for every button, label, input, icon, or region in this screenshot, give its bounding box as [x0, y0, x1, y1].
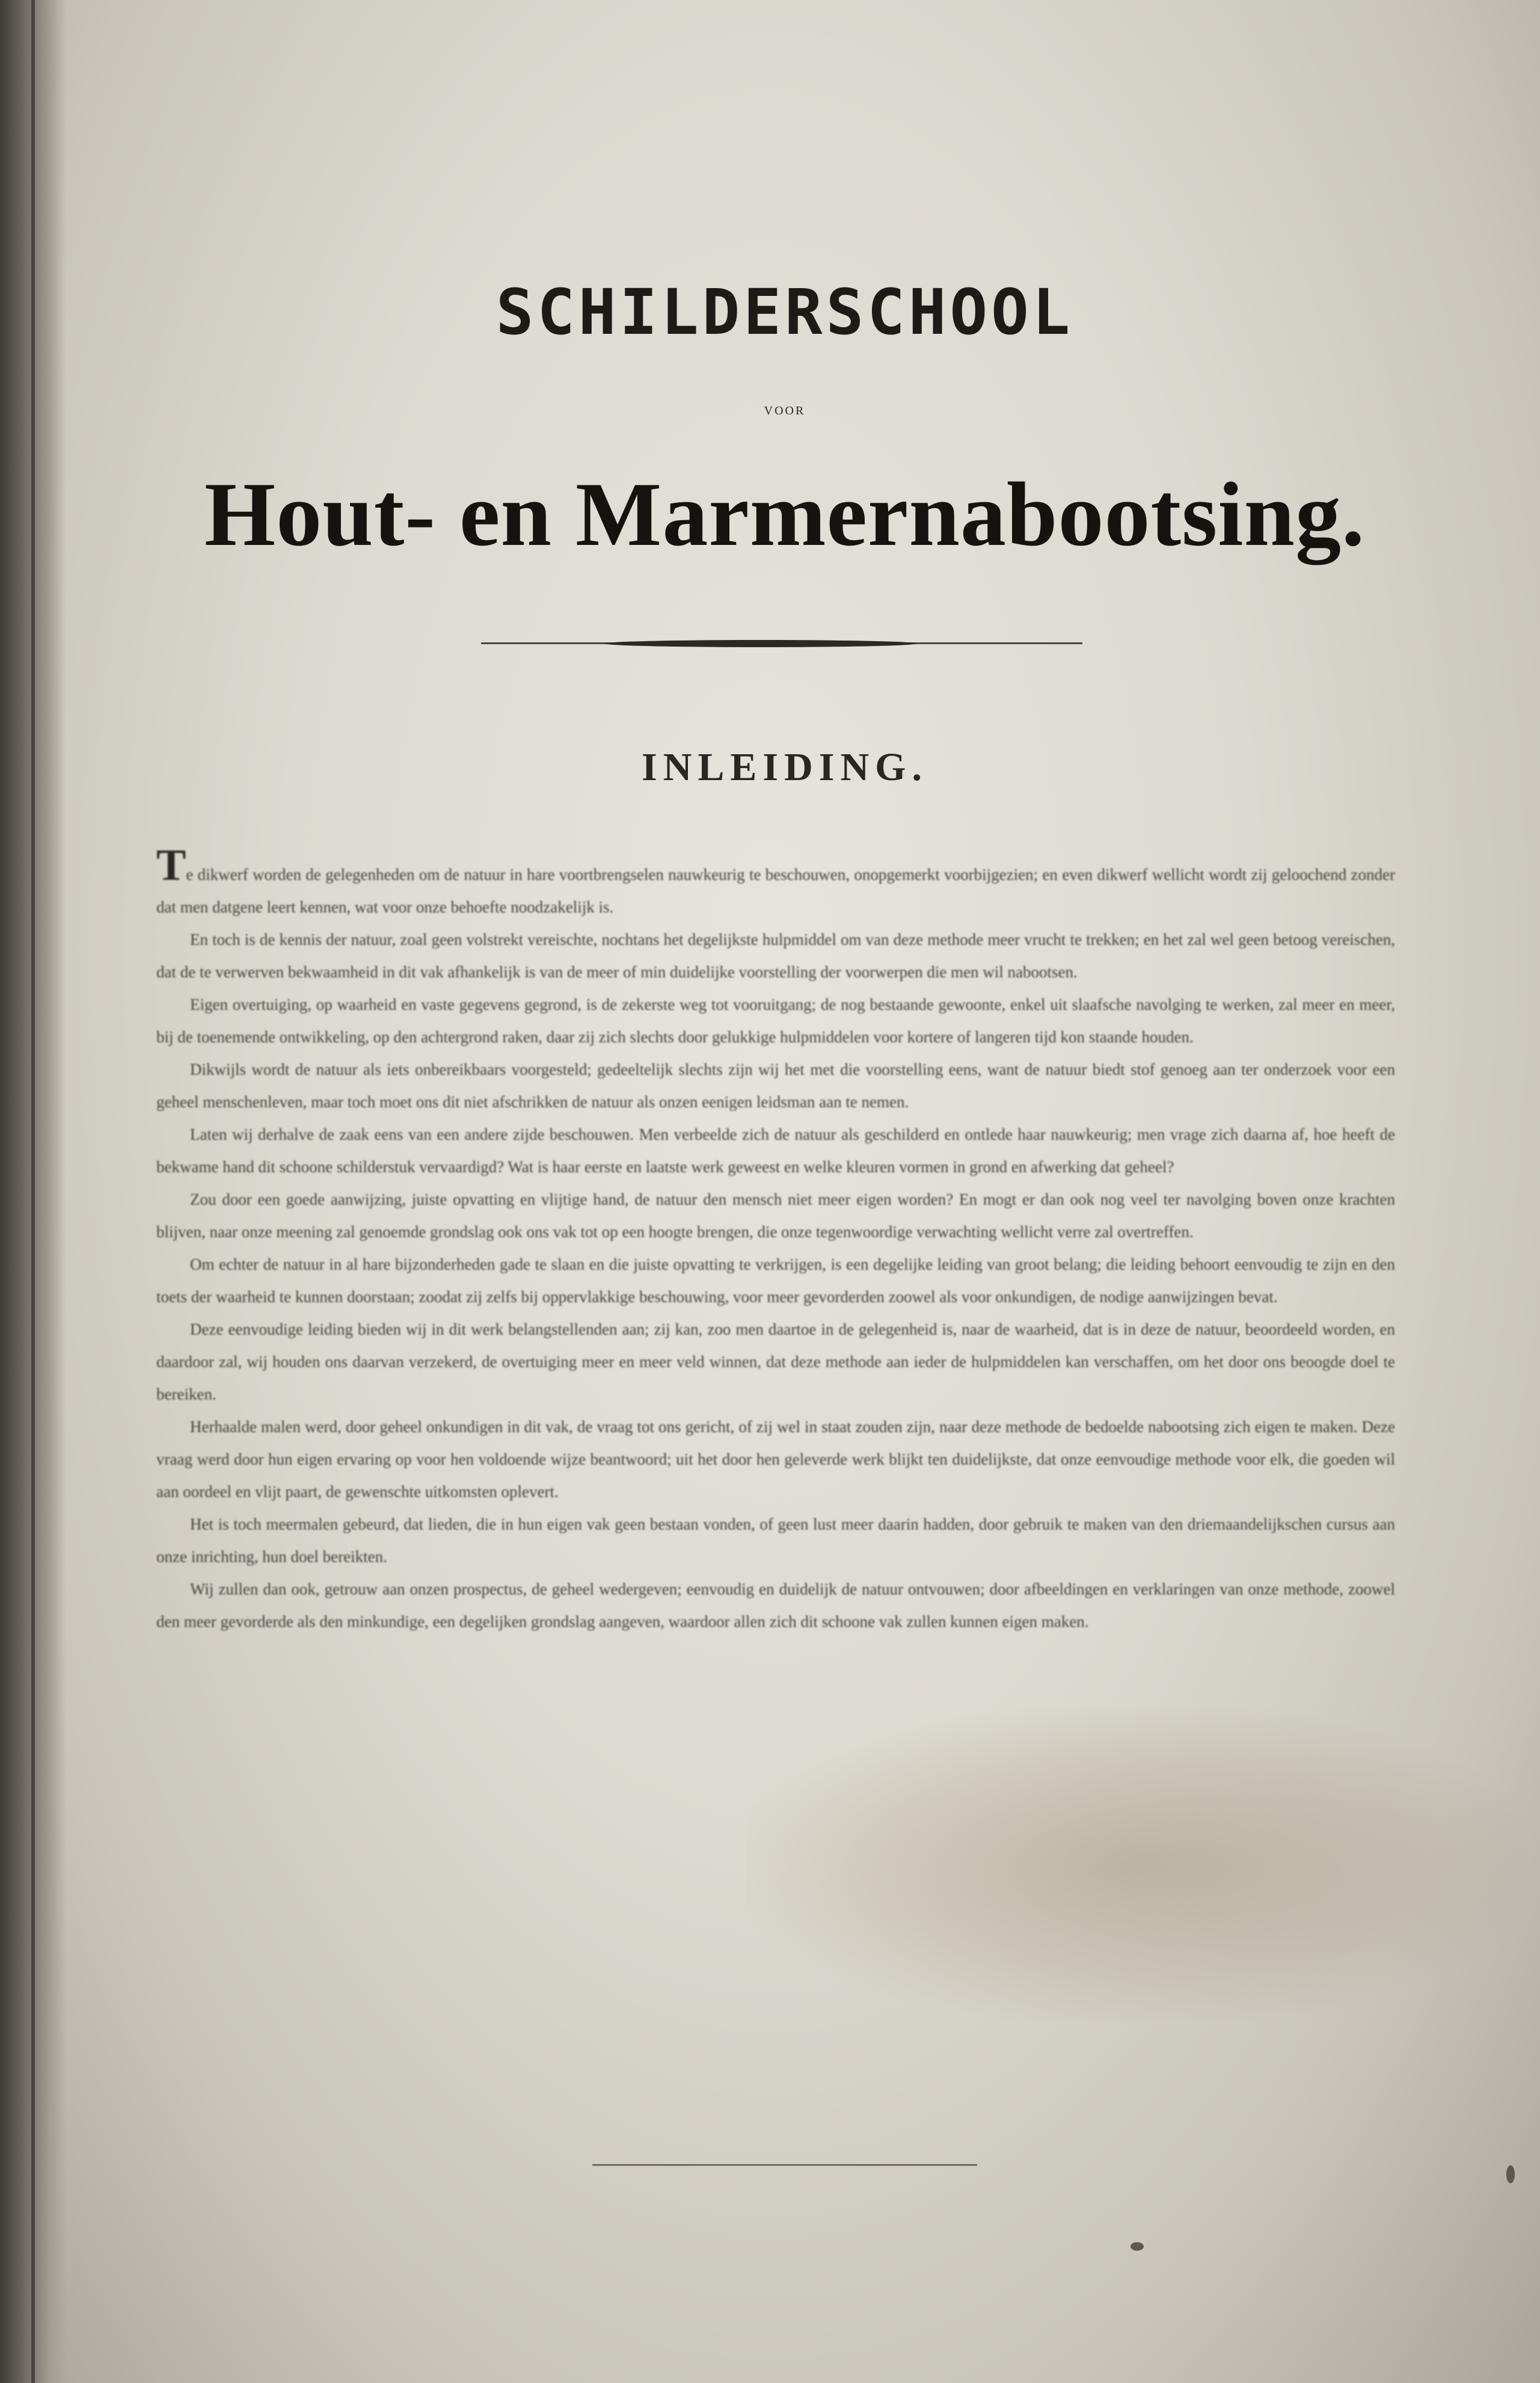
paragraph: Laten wij derhalve de zaak eens van een andere zijde beschouwen. Men verbeelde zich de natuur als geschilderd en ontlede haar nauwkeurig; men vrage zich daarna af, hoe heeft de bekwame hand dit schoone schilderstuk vervaardigd? Wat is haar eerste en laatste werk geweest en welke kleuren vormen in grond en afwerking dat geheel?	[156, 1125, 1395, 1176]
paragraph	[156, 841, 1395, 923]
introduction-body	[156, 841, 1395, 1638]
document-subtitle: Hout- en Marmernabootsing.	[204, 464, 1366, 565]
paragraph: Herhaalde malen werd, door geheel onkundigen in dit vak, de vraag tot ons gericht, of zij wel in staat zouden zijn, naar deze methode de bedoelde nabootsing zich eigen te maken. Deze vraag werd door hun eigen ervaring op voor hen voldoende wijze beantwoord; uit het door hen geleverde werk blijkt ten duidelijkste, dat onze eenvoudige methode voor elk, die goeden wil aan oordeel en vlijt paart, de gewenschte uitkomsten oplevert.	[156, 1418, 1395, 1501]
title-rule-ornament	[604, 640, 917, 647]
spine-gutter-line	[31, 0, 35, 2383]
paragraph: Dikwijls wordt de natuur als iets onbereikbaars voorgesteld; gedeeltelijk slechts zijn wij het met die voorstelling eens, want de natuur biedt stof genoeg aan ter onderzoek voor een geheel menschenleven, maar toch moet ons dit niet afschrikken de natuur als onzen eenigen leidsman aan te nemen.	[156, 1060, 1395, 1111]
paragraph: Het is toch meermalen gebeurd, dat lieden, die in hun eigen vak geen bestaan vonden, of geen lust meer daarin hadden, door gebruik te maken van den driemaandelijkschen cursus aan onze inrichting, hun doel bereikten.	[156, 1515, 1395, 1566]
paragraph-text: e dikwerf worden de gelegenheden om de natuur in hare voortbrengselen nauwkeurig te beschouwen, onopgemerkt voorbijgezien; en even dikwerf wellicht wordt zij geloochend zonder dat men datgene leert kennen, wat voor onze behoefte noodzakelijk is.	[156, 866, 1395, 916]
drop-cap: T	[156, 841, 186, 890]
water-stain	[746, 1708, 1527, 2021]
paragraph: Deze eenvoudige leiding bieden wij in dit werk belangstellenden aan; zij kan, zoo men daartoe in de gelegenheid is, naar de waarheid, dat is in deze de natuur, beoordeeld worden, en daardoor zal, wij houden ons daarvan verzekerd, de overtuiging meer en meer veld winnen, dat deze methode aan ieder de hulpmiddelen kan verschaffen, om het door ons beoogde doel te bereiken.	[156, 1320, 1395, 1403]
paragraph: Om echter de natuur in al hare bijzonderheden gade te slaan en die juiste opvatting te verkrijgen, is een degelijke leiding van groot belang; die leiding behoort eenvoudig te zijn en den toets der waarheid te kunnen doorstaan; zoodat zij zelfs bij oppervlakkige beschouwing, voor meer gevorderden zoowel als voor onkundigen, de nodige aanwijzingen bevat.	[156, 1255, 1395, 1306]
document-page	[54, 24, 1515, 2358]
paragraph: En toch is de kennis der natuur, zoal geen volstrekt vereischte, nochtans het degelijkste hulpmiddel om van deze methode meer vrucht te trekken; en het zal wel geen betoog vereischen, dat de te verwerven bekwaamheid in dit vak afhankelijk is van de meer of min duidelijke voorstelling der voorwerpen die men wil nabootsen.	[156, 930, 1395, 981]
document-title: SCHILDERSCHOOL	[495, 275, 1074, 349]
closing-rule	[592, 2164, 977, 2166]
paragraph: Wij zullen dan ook, getrouw aan onzen prospectus, de geheel wedergeven; eenvoudig en duidelijk de natuur ontvouwen; door afbeeldingen en verklaringen van onze methode, zoowel den meer gevorderde als den minkundige, een degelijken grondslag aangeven, waardoor allen zich dit schoone vak zullen kunnen eigen maken.	[156, 1580, 1395, 1631]
paragraph: Zou door een goede aanwijzing, juiste opvatting en vlijtige hand, de natuur den mensch niet meer eigen worden? En mogt er dan ook nog veel ter navolging boven onze krachten blijven, naar onze meening zal genoemde grondslag ook ons vak tot op een hoogte brengen, die onze tegenwoordige verwachting wellicht verre zal overtreffen.	[156, 1190, 1395, 1241]
title-connector: VOOR	[764, 404, 806, 417]
paragraph: Eigen overtuiging, op waarheid en vaste gegevens gegrond, is de zekerste weg tot vooruitgang; de nog bestaande gewoonte, enkel uit slaafsche navolging te werken, zal meer en meer, bij de toenemende ontwikkeling, op den achtergrond raken, daar zij zich slechts door gelukkige hulpmiddelen voor kortere of langeren tijd kon staande houden.	[156, 995, 1395, 1046]
section-heading: INLEIDING.	[642, 745, 928, 789]
